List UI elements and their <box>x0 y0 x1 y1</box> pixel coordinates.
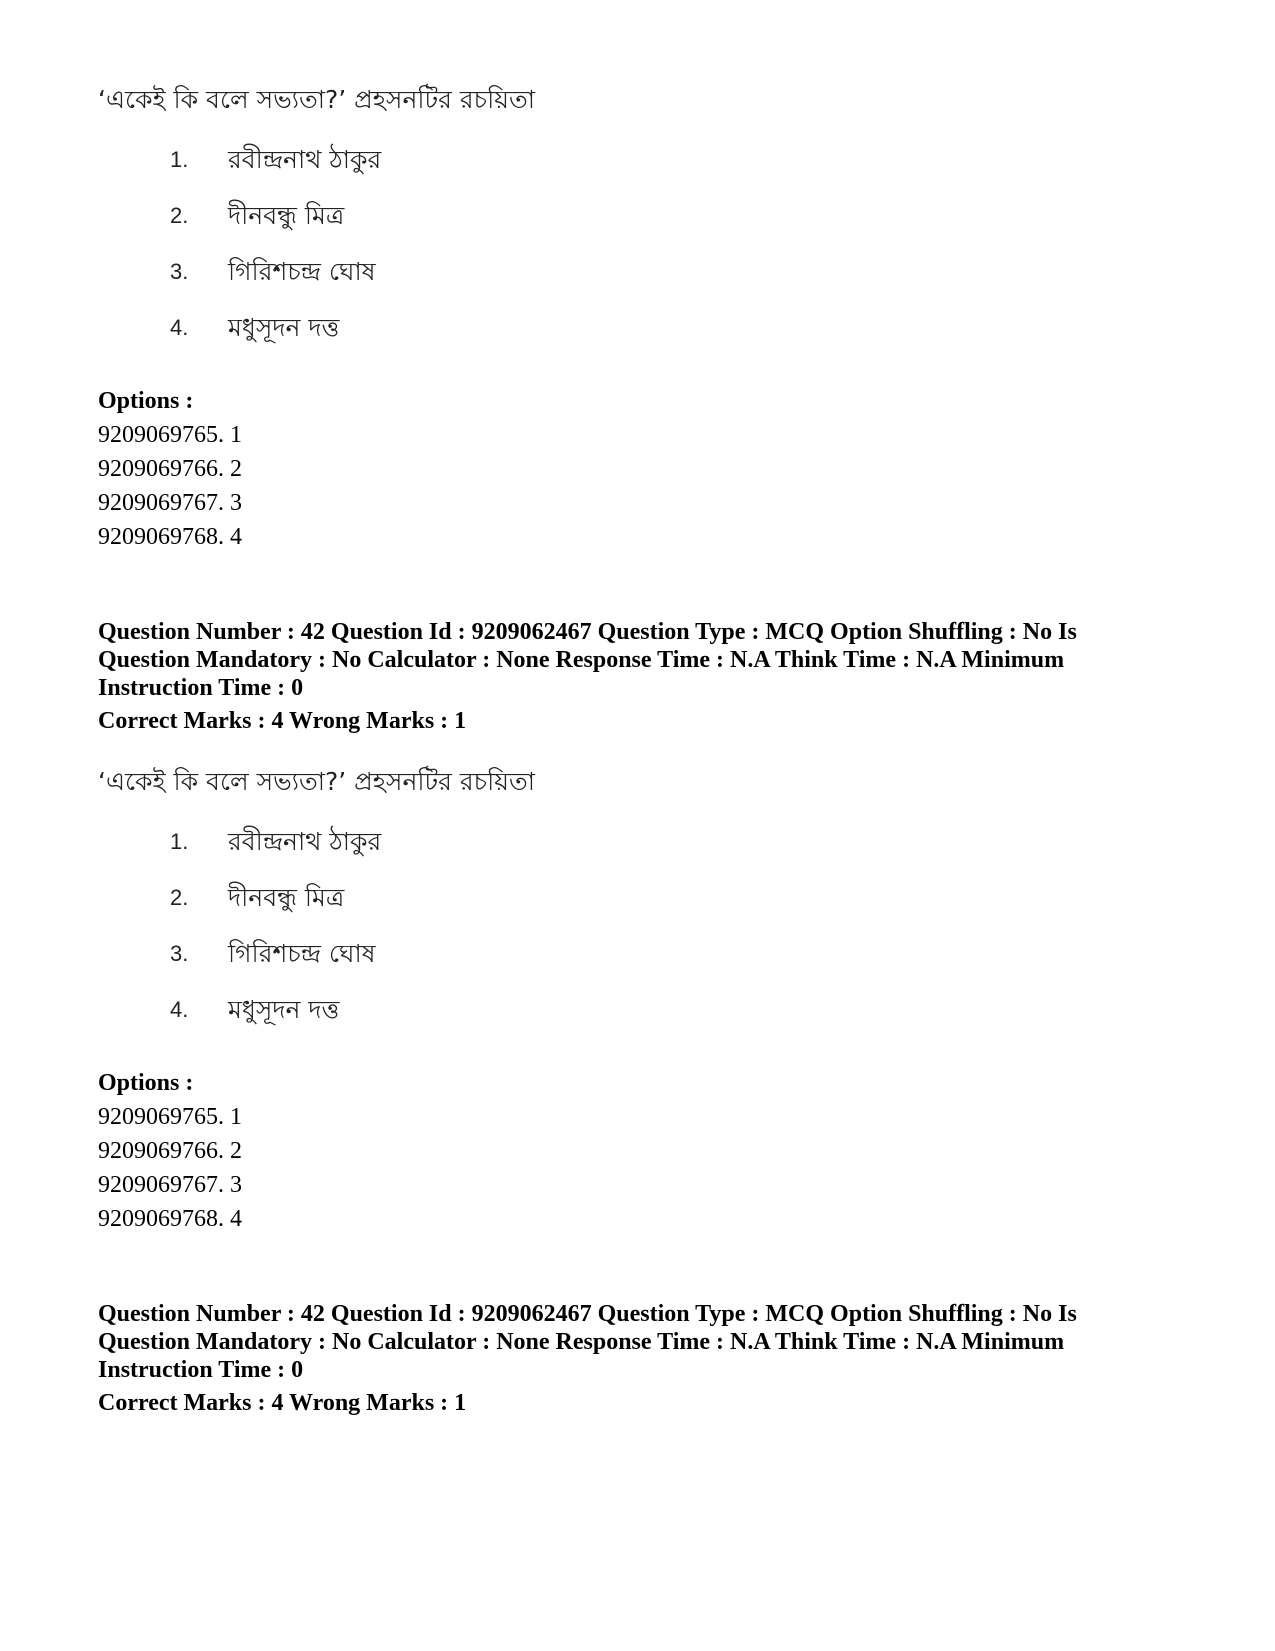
choice-1 <box>170 142 381 178</box>
choice-2 <box>170 880 344 916</box>
choice-number: 4. <box>170 315 189 340</box>
choice-text: রবীন্দ্রনাথ ঠাকুর <box>228 145 382 174</box>
choice-text: গিরিশচন্দ্র ঘোষ <box>228 939 376 968</box>
choice-text: রবীন্দ্রনাথ ঠাকুর <box>228 827 382 856</box>
choice-1 <box>170 824 381 860</box>
options-block-2 <box>98 1067 1198 1236</box>
choice-number: 3. <box>170 941 189 966</box>
choice-3 <box>170 936 376 972</box>
meta-line: Question Mandatory : No Calculator : None Response Time : N.A Think Time : N.A Minimum <box>98 647 1065 673</box>
meta-line: Question Number : 42 Question Id : 9209062467 Question Type : MCQ Option Shuffling : No Is <box>98 1301 1077 1327</box>
choice-4 <box>170 992 339 1028</box>
choice-text: মধুসূদন দত্ত <box>228 313 340 342</box>
choice-text: দীনবন্ধু মিত্র <box>228 201 345 230</box>
question-stem: ‘একেই কি বলে সভ্যতা?’ প্রহসনটির রচয়িতা <box>98 85 535 114</box>
meta-line: Instruction Time : 0 <box>98 675 304 701</box>
choice-3 <box>170 254 376 290</box>
question-image-2 <box>98 764 578 1024</box>
option-item: 9209069765. 1 <box>98 422 242 448</box>
choice-text: গিরিশচন্দ্র ঘোষ <box>228 257 376 286</box>
meta-line: Question Mandatory : No Calculator : None Response Time : N.A Think Time : N.A Minimum <box>98 1329 1065 1355</box>
option-item: 9209069766. 2 <box>98 456 242 482</box>
option-item: 9209069768. 4 <box>98 1206 242 1232</box>
options-title: Options : <box>98 1070 194 1096</box>
choice-number: 1. <box>170 147 189 172</box>
option-item: 9209069767. 3 <box>98 490 242 516</box>
choice-text: মধুসূদন দত্ত <box>228 995 340 1024</box>
options-block-1 <box>98 385 1198 554</box>
question-meta-1 <box>98 618 1198 736</box>
marks-line: Correct Marks : 4 Wrong Marks : 1 <box>98 1390 467 1416</box>
choice-text: দীনবন্ধু মিত্র <box>228 883 345 912</box>
option-item: 9209069767. 3 <box>98 1172 242 1198</box>
option-item: 9209069768. 4 <box>98 524 242 550</box>
question-stem: ‘একেই কি বলে সভ্যতা?’ প্রহসনটির রচয়িতা <box>98 767 535 796</box>
question-meta-2 <box>98 1300 1198 1418</box>
choice-number: 4. <box>170 997 189 1022</box>
option-item: 9209069766. 2 <box>98 1138 242 1164</box>
meta-line: Question Number : 42 Question Id : 9209062467 Question Type : MCQ Option Shuffling : No Is <box>98 619 1077 645</box>
choice-4 <box>170 310 339 346</box>
question-image-1 <box>98 82 578 342</box>
marks-line: Correct Marks : 4 Wrong Marks : 1 <box>98 708 467 734</box>
options-title: Options : <box>98 388 194 414</box>
choice-2 <box>170 198 344 234</box>
choice-number: 2. <box>170 885 189 910</box>
choice-number: 2. <box>170 203 189 228</box>
option-item: 9209069765. 1 <box>98 1104 242 1130</box>
choice-number: 1. <box>170 829 189 854</box>
meta-line: Instruction Time : 0 <box>98 1357 304 1383</box>
choice-number: 3. <box>170 259 189 284</box>
